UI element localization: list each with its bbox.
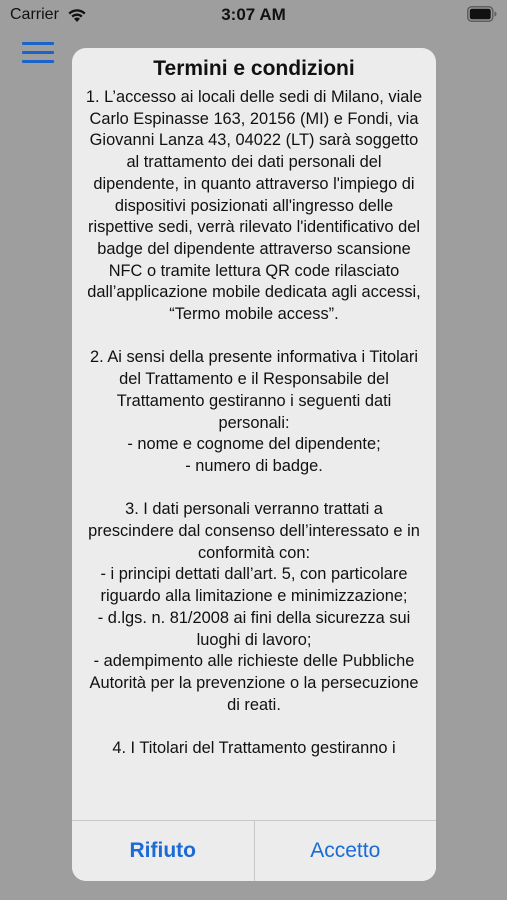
dialog-button-row bbox=[72, 820, 436, 881]
battery-icon bbox=[467, 6, 497, 22]
accept-button[interactable]: Accetto bbox=[310, 839, 381, 862]
status-bar bbox=[0, 0, 507, 30]
terms-dialog bbox=[72, 48, 436, 881]
hamburger-menu-icon[interactable] bbox=[22, 42, 54, 68]
dialog-body-text[interactable]: 1. L’accesso ai locali delle sedi di Milano, viale Carlo Espinasse 163, 20156 (MI) e Fondi, via Giovanni Lanza 43, 04022 (LT) sarà soggetto al trattamento dei dati personali del dipendente, in quanto attraverso l'impiego di dispositivi posizionati all'ingresso delle rispettive sedi, verrà rilevato l'identificativo del badge del dipendente attraverso scansione NFC o tramite lettura QR code rilasciato dall’applicazione mobile dedicata agli accessi, “Termo mobile access”. 2. Ai sensi della presente informativa i Titolari del Trattamento e il Responsabile del Trattamento gestiranno i seguenti dati personali: - nome e cognome del dipendente; - numero di badge. 3. I dati personali verranno trattati a prescindere dal consenso dell’interessato e in conformità con: - i principi dettati dall’art. 5, con particolare riguardo alla limitazione e minimizzazione; - d.lgs. n. 81/2008 ai fini della sicurezza sui luoghi di lavoro; - adempimento alle richieste delle Pubbliche Autorità per la prevenzione o la persecuzione di reati. 4. I Titolari del Trattamento gestiranno i bbox=[85, 88, 423, 758]
dialog-title: Termini e condizioni bbox=[153, 57, 355, 80]
clock-time: 3:07 AM bbox=[221, 5, 286, 24]
reject-button[interactable]: Rifiuto bbox=[72, 821, 255, 881]
carrier-label: Carrier bbox=[10, 6, 59, 23]
